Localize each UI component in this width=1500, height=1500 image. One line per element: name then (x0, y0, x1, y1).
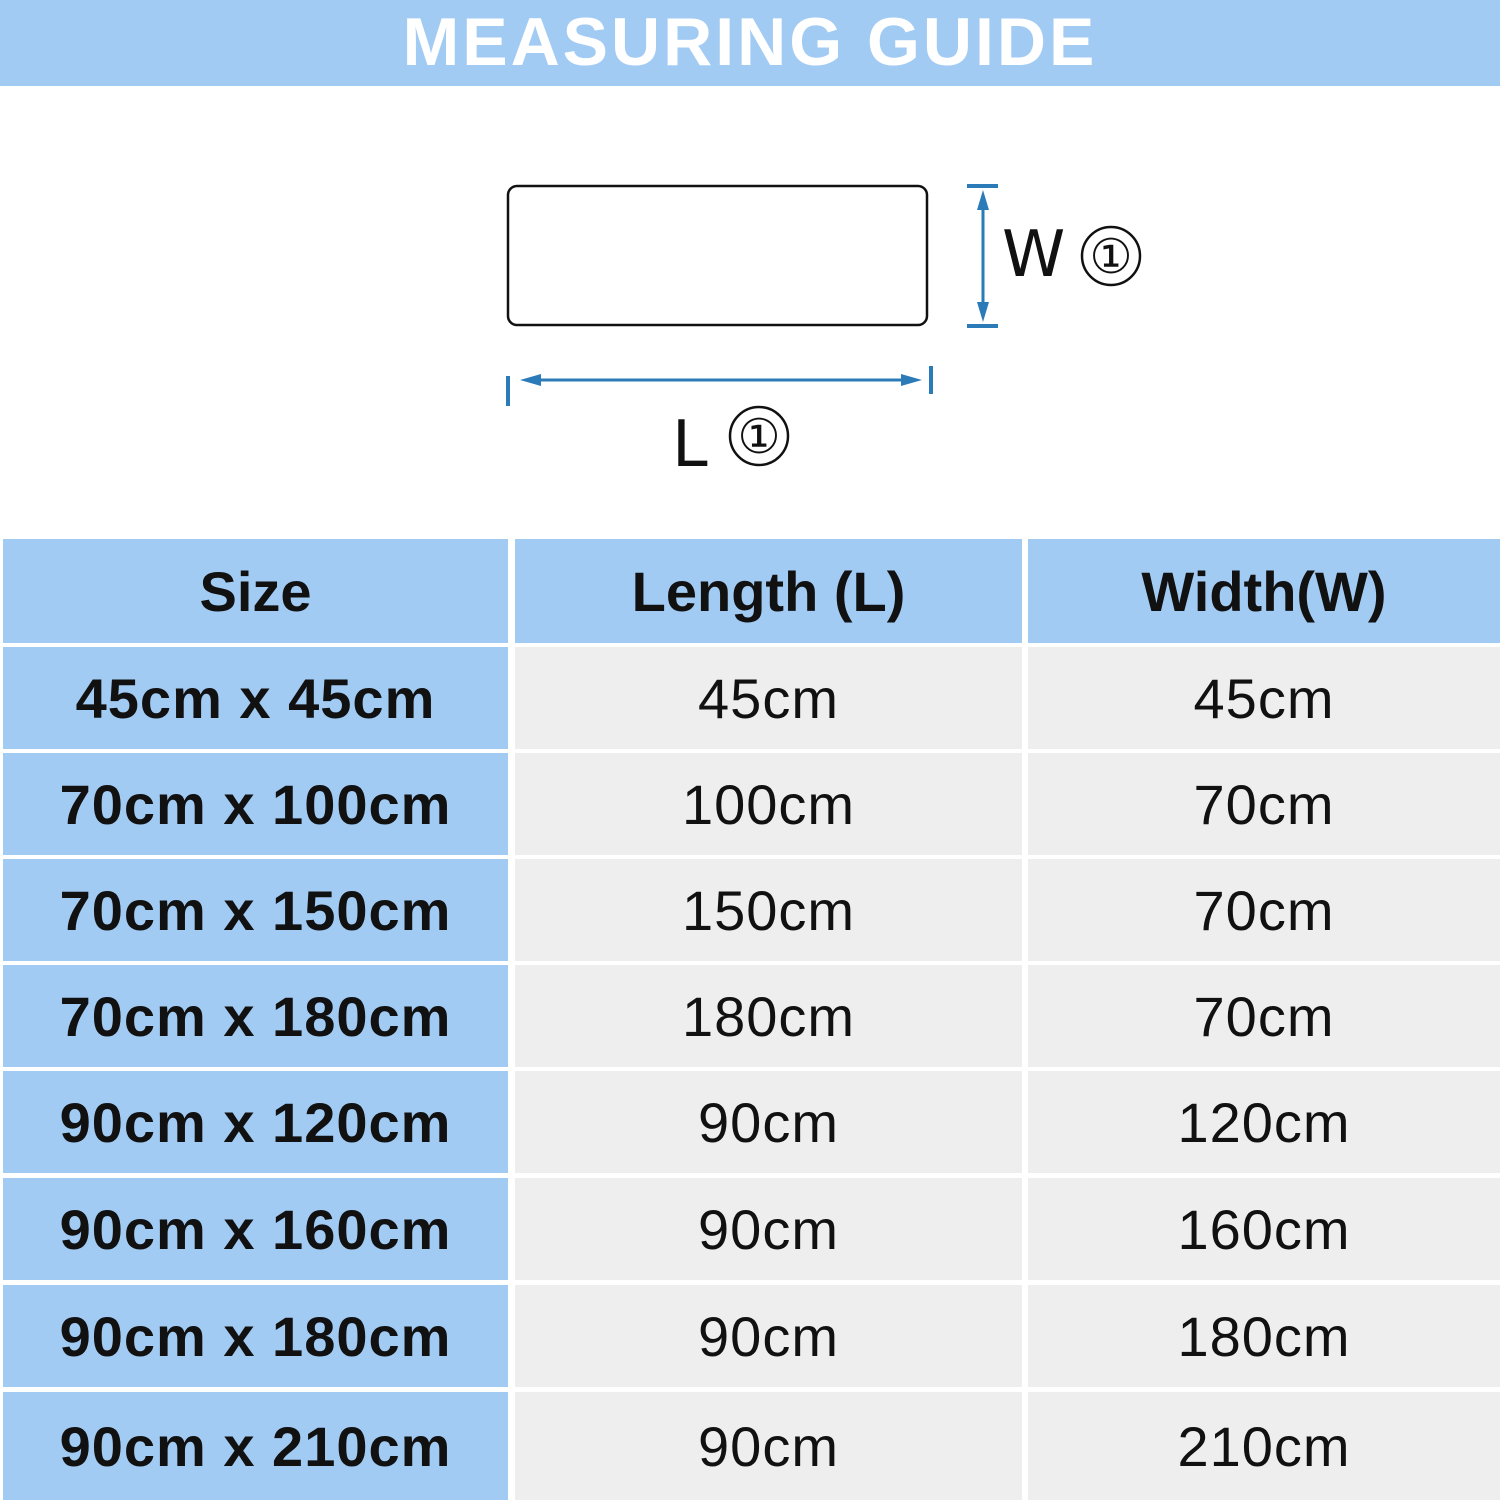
title-banner (0, 0, 1500, 86)
size-cell: 70cm x 100cm (3, 753, 508, 855)
width-marker-number: ① (1089, 229, 1133, 285)
size-cell: 90cm x 180cm (3, 1285, 508, 1387)
width-cell: 70cm (1028, 965, 1500, 1067)
width-cell: 70cm (1028, 859, 1500, 961)
length-cell: 90cm (515, 1071, 1022, 1173)
diagram-svg (0, 86, 1500, 540)
width-cell: 180cm (1028, 1285, 1500, 1387)
width-dimension-arrow (967, 186, 998, 326)
length-cell: 45cm (515, 647, 1022, 749)
length-dimension-arrow (508, 366, 931, 406)
size-cell: 90cm x 120cm (3, 1071, 508, 1173)
length-cell: 150cm (515, 859, 1022, 961)
width-label: W (1002, 218, 1066, 292)
width-cell: 210cm (1028, 1392, 1500, 1500)
width-cell: 70cm (1028, 753, 1500, 855)
length-cell: 100cm (515, 753, 1022, 855)
length-cell: 90cm (515, 1285, 1022, 1387)
size-table (0, 539, 1500, 1500)
length-cell: 90cm (515, 1392, 1022, 1500)
width-cell: 160cm (1028, 1178, 1500, 1280)
size-cell: 70cm x 150cm (3, 859, 508, 961)
size-cell: 45cm x 45cm (3, 647, 508, 749)
size-cell: 90cm x 160cm (3, 1178, 508, 1280)
length-cell: 90cm (515, 1178, 1022, 1280)
length-label: L (672, 408, 708, 482)
width-cell: 45cm (1028, 647, 1500, 749)
page-title: MEASURING GUIDE (402, 4, 1098, 80)
size-cell: 70cm x 180cm (3, 965, 508, 1067)
measuring-diagram (0, 86, 1500, 540)
width-cell: 120cm (1028, 1071, 1500, 1173)
size-cell: 90cm x 210cm (3, 1392, 508, 1500)
product-outline (508, 186, 927, 325)
header-length: Length (L) (515, 539, 1022, 643)
length-cell: 180cm (515, 965, 1022, 1067)
length-marker-number: ① (737, 409, 781, 465)
header-size: Size (3, 539, 508, 643)
header-width: Width(W) (1028, 539, 1500, 643)
